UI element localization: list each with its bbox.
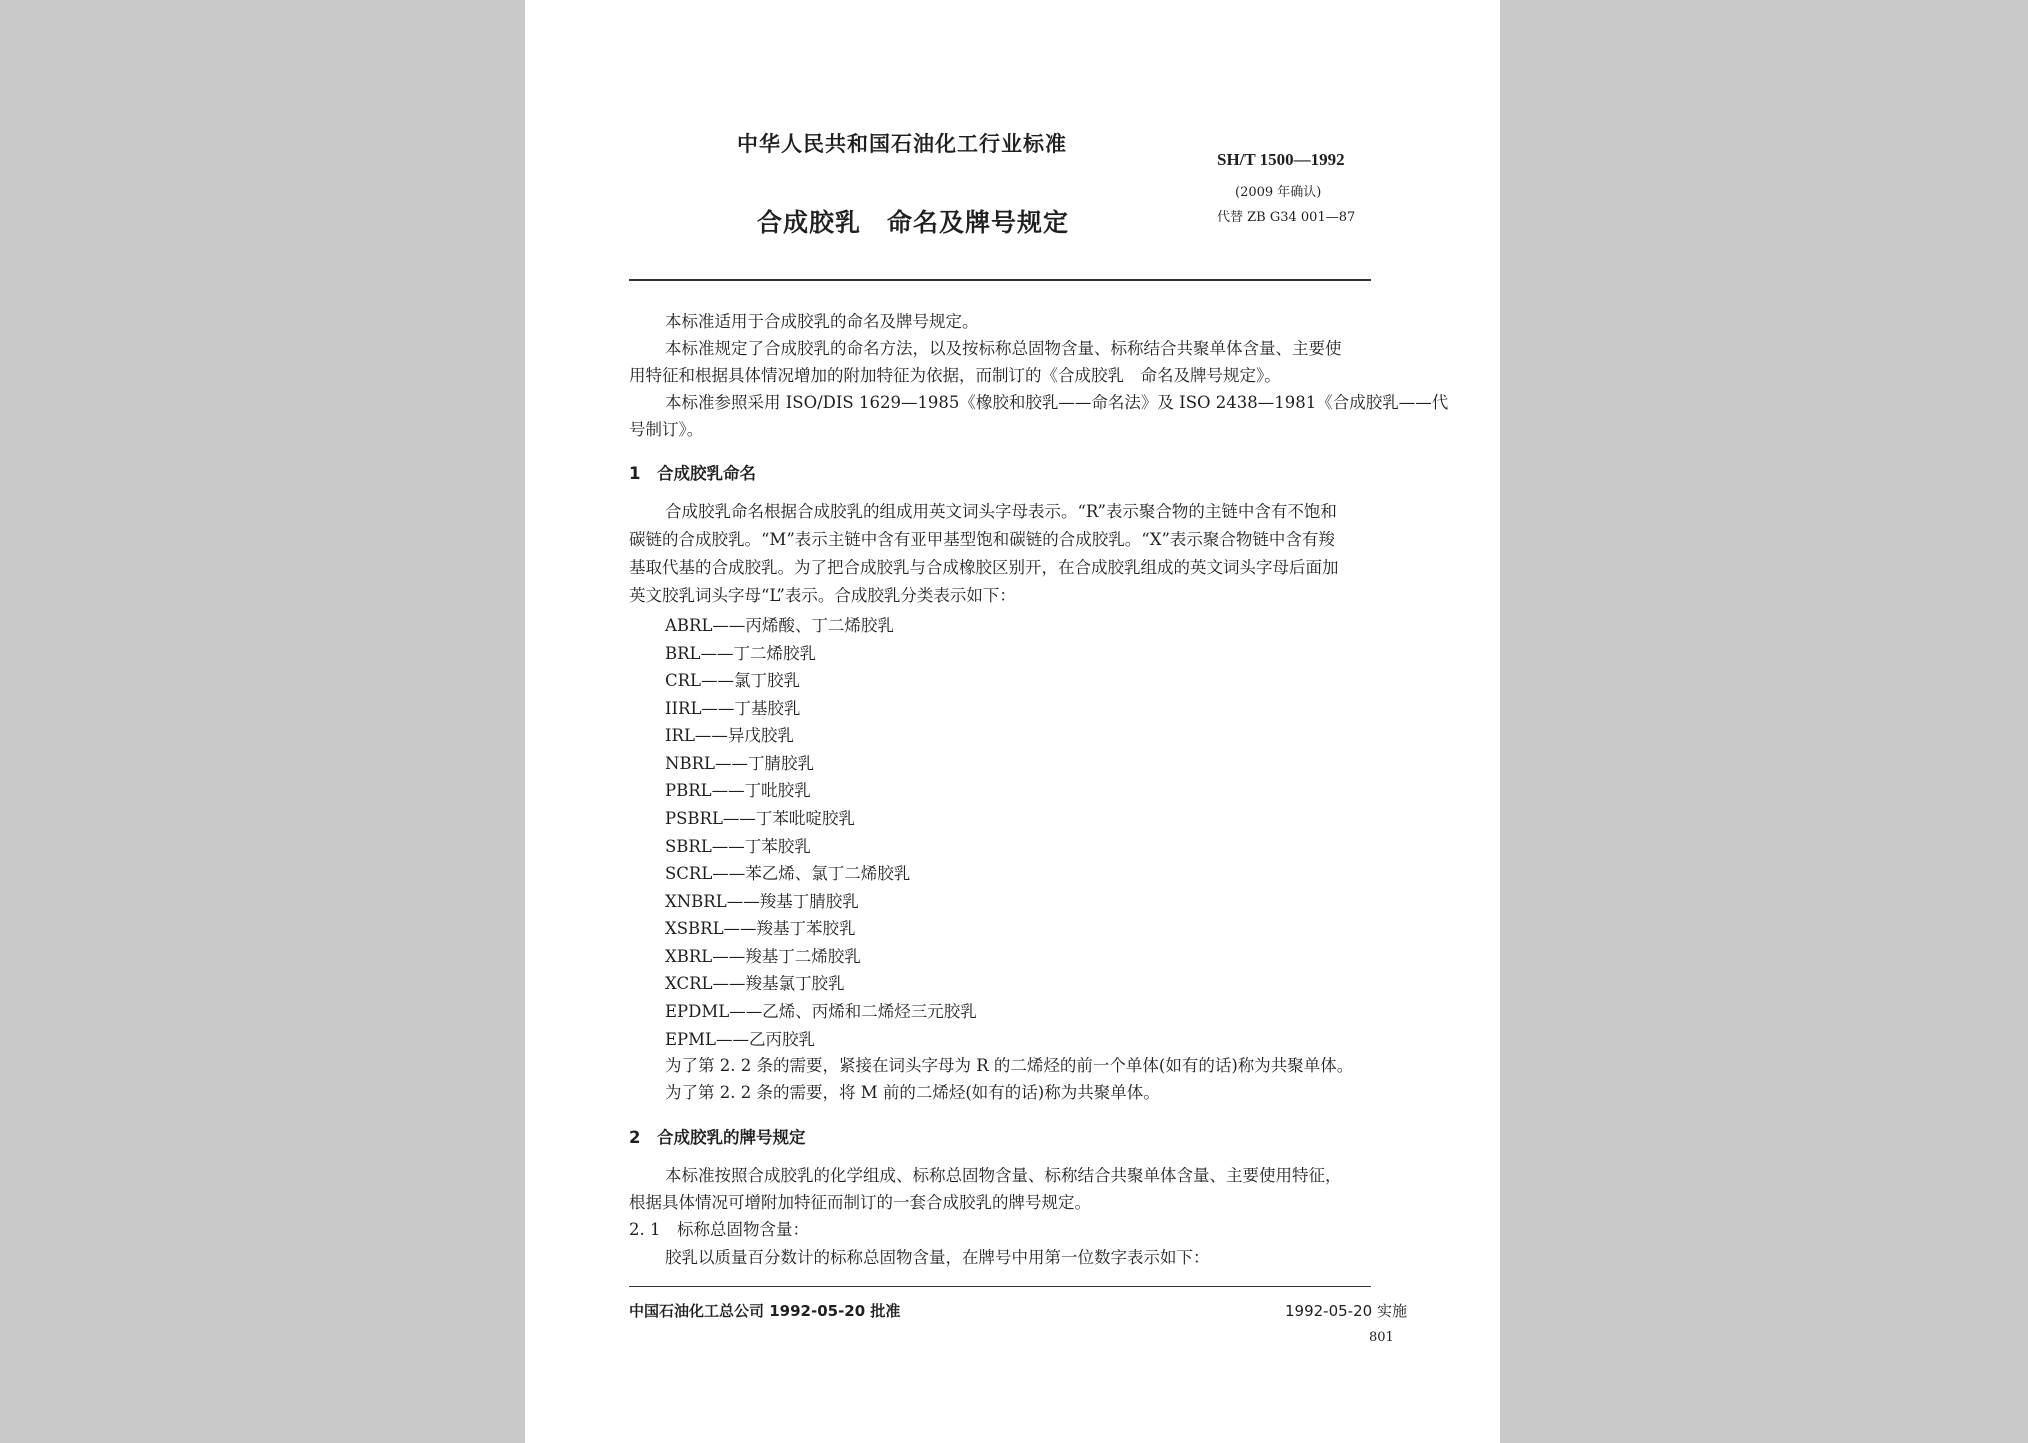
section1-para-line: 英文胶乳词头字母“L”表示。合成胶乳分类表示如下： [629,586,1016,605]
section-heading: 2 合成胶乳的牌号规定 [629,1128,806,1147]
list-item: PSBRL——丁苯吡啶胶乳 [665,809,855,828]
list-item: NBRL——丁腈胶乳 [665,754,814,773]
intro-line: 本标准参照采用 ISO/DIS 1629—1985《橡胶和胶乳——命名法》及 ISO 2438—1981《合成胶乳——代 [665,393,1449,412]
replaces-note: 代替 ZB G34 001—87 [1217,210,1356,225]
standard-title: 合成胶乳 命名及牌号规定 [757,208,1070,237]
page-number: 801 [1369,1330,1394,1345]
list-item: BRL——丁二烯胶乳 [665,644,817,663]
intro-line: 号制订》。 [629,420,704,439]
document-page [525,0,1500,1443]
section-heading: 1 合成胶乳命名 [629,464,756,483]
list-item: EPML——乙丙胶乳 [665,1030,815,1049]
section1-note: 为了第 2. 2 条的需要，紧接在词头字母为 R 的二烯烃的前一个单体(如有的话)称为共聚单体。 [665,1056,1354,1075]
section1-para-line: 碳链的合成胶乳。“M”表示主链中含有亚甲基型饱和碳链的合成胶乳。“X”表示聚合物链中含有羧 [629,530,1335,549]
subsection-heading: 2. 1 标称总固物含量： [629,1220,809,1239]
list-item: CRL——氯丁胶乳 [665,671,801,690]
list-item: IIRL——丁基胶乳 [665,699,801,718]
list-item: PBRL——丁吡胶乳 [665,781,811,800]
section2-para-line: 根据具体情况可增附加特征而制订的一套合成胶乳的牌号规定。 [629,1193,1091,1212]
subsection-para: 胶乳以质量百分数计的标称总固物含量，在牌号中用第一位数字表示如下： [665,1248,1210,1267]
issuing-organization: 中华人民共和国石油化工行业标准 [737,132,1067,156]
footer-divider [629,1286,1371,1287]
section1-para-line: 基取代基的合成胶乳。为了把合成胶乳与合成橡胶区别开，在合成胶乳组成的英文词头字母后面加 [629,558,1339,577]
list-item: XSBRL——羧基丁苯胶乳 [665,919,856,938]
intro-line: 本标准规定了合成胶乳的命名方法，以及按标称总固物含量、标称结合共聚单体含量、主要使 [665,339,1342,358]
intro-line: 用特征和根据具体情况增加的附加特征为依据，而制订的《合成胶乳 命名及牌号规定》。 [629,366,1281,385]
section2-para-line: 本标准按照合成胶乳的化学组成、标称总固物含量、标称结合共聚单体含量、主要使用特征， [665,1166,1342,1185]
section1-para-line: 合成胶乳命名根据合成胶乳的组成用英文词头字母表示。“R”表示聚合物的主链中含有不饱和 [665,502,1337,521]
list-item: SCRL——苯乙烯、氯丁二烯胶乳 [665,864,911,883]
list-item: XCRL——羧基氯丁胶乳 [665,974,845,993]
section1-note: 为了第 2. 2 条的需要，将 M 前的二烯烃(如有的话)称为共聚单体。 [665,1083,1160,1102]
list-item: IRL——异戊胶乳 [665,726,794,745]
list-item: SBRL——丁苯胶乳 [665,837,811,856]
implementation-note: 1992-05-20 实施 [1285,1302,1407,1320]
confirmation-note: (2009 年确认) [1235,185,1322,200]
approval-note: 中国石油化工总公司 1992-05-20 批准 [629,1302,901,1320]
list-item: EPDML——乙烯、丙烯和二烯烃三元胶乳 [665,1002,977,1021]
standard-code: SH/T 1500—1992 [1217,150,1345,169]
header-divider [629,279,1371,281]
list-item: XNBRL——羧基丁腈胶乳 [665,892,859,911]
list-item: XBRL——羧基丁二烯胶乳 [665,947,861,966]
list-item: ABRL——丙烯酸、丁二烯胶乳 [665,616,894,635]
intro-line: 本标准适用于合成胶乳的命名及牌号规定。 [665,312,979,331]
